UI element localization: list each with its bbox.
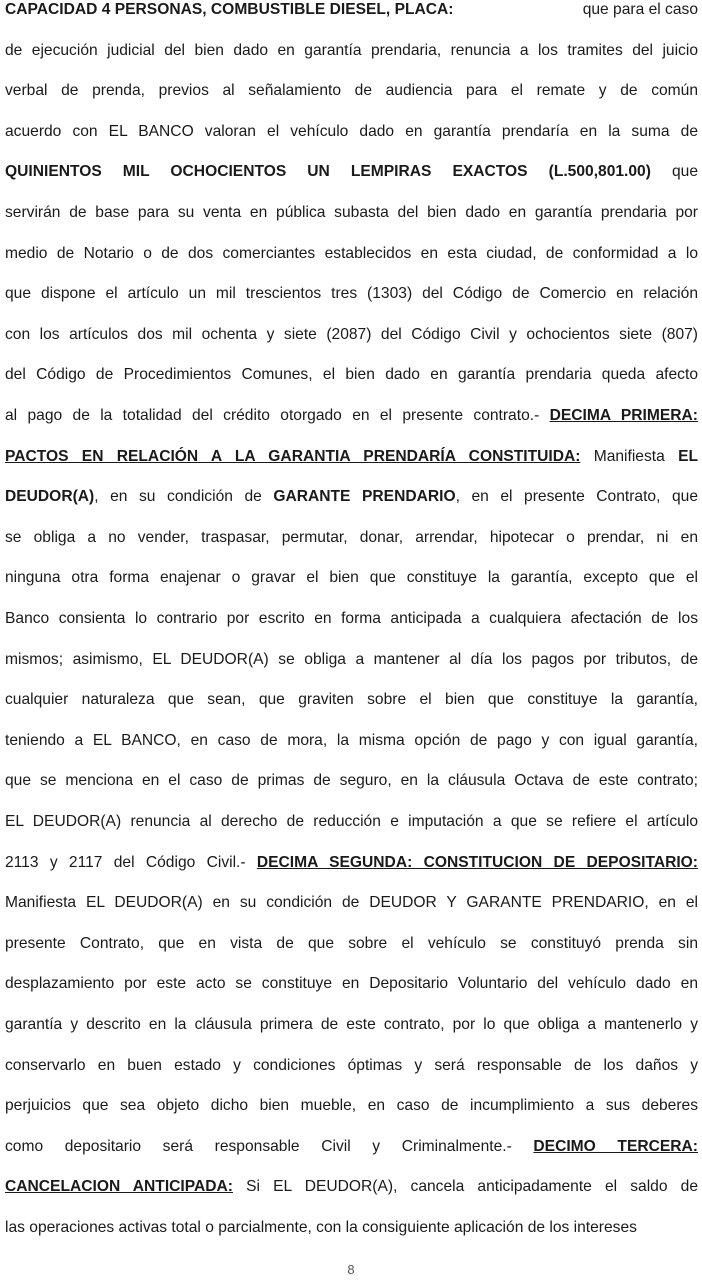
text-run: conservarlo en buen estado y condiciones óptimas y será responsable de los daños y <box>5 1056 698 1074</box>
text-run: garantía y descrito en la cláusula primera de este contrato, por lo que obliga a mantenerlo y <box>5 1016 698 1033</box>
text-run: del Código de Procedimientos Comunes, el bien dado en garantía prendaria queda afecto <box>5 366 698 384</box>
text-run: con los artículos dos mil ochenta y siete (2087) del Código Civil y ochocientos siete (807) <box>5 325 698 343</box>
emphasized-text: QUINIENTOS MIL OCHOCIENTOS UN LEMPIRAS EXACTOS (L.500,801.00) <box>5 163 651 181</box>
text-run: presente Contrato, que en vista de que sobre el vehículo se constituyó prenda sin <box>5 934 698 952</box>
text-run: Si EL DEUDOR(A), cancela anticipadamente el saldo de <box>232 1178 698 1196</box>
text-run: ninguna otra forma enajenar o gravar el bien que constituye la garantía, excepto que el <box>5 569 698 587</box>
text-line <box>5 244 698 266</box>
emphasized-text: CANCELACION ANTICIPADA: <box>5 1178 233 1196</box>
text-line <box>5 325 698 347</box>
text-line <box>5 934 698 956</box>
text-line <box>5 487 698 509</box>
text-run: cualquier naturaleza que sean, que graviten sobre el bien que constituye la garantía, <box>5 691 698 709</box>
text-line <box>5 1137 698 1159</box>
text-run: se obliga a no vender, traspasar, permutar, donar, arrendar, hipotecar o prendar, ni en <box>5 528 698 546</box>
emphasized-text: DECIMO TERCERA: <box>533 1137 698 1155</box>
text-line <box>5 1056 698 1078</box>
text-run: de ejecución judicial del bien dado en garantía prendaria, renuncia a los tramites del juicio <box>5 41 698 59</box>
text-run: , en el presente Contrato, que <box>455 488 698 506</box>
text-run: verbal de prenda, previos al señalamiento de audiencia para el remate y de común <box>5 82 698 100</box>
first-line-continuation: que para el caso <box>582 1 698 18</box>
text-line <box>5 853 698 875</box>
text-line <box>5 528 698 550</box>
emphasized-text: DEUDOR(A) <box>5 488 95 506</box>
text-line <box>5 609 698 631</box>
text-line <box>5 1015 698 1037</box>
text-run: que dispone el artículo un mil trescientos tres (1303) del Código de Comercio en relación <box>5 285 698 303</box>
text-line <box>5 162 698 184</box>
text-run: Manifiesta <box>580 447 679 465</box>
text-line <box>5 203 698 225</box>
text-line <box>5 365 698 387</box>
text-run: al pago de la totalidad del crédito otorgado en el presente contrato.- <box>5 407 550 424</box>
text-run: Manifiesta EL DEUDOR(A) en su condición de DEUDOR Y GARANTE PRENDARIO, en el <box>5 894 698 912</box>
text-line <box>5 41 698 63</box>
text-line <box>5 812 698 834</box>
text-run: EL DEUDOR(A) renuncia al derecho de reducción e imputación a que se refiere el artículo <box>5 813 698 830</box>
text-line <box>5 284 698 306</box>
text-run: servirán de base para su venta en pública subasta del bien dado en garantía prendaria por <box>5 204 698 221</box>
emphasized-text: CAPACIDAD 4 PERSONAS, COMBUSTIBLE DIESEL, PLACA: <box>5 1 454 18</box>
emphasized-text: DECIMA PRIMERA: <box>549 407 698 424</box>
text-line <box>5 771 698 793</box>
text-line <box>5 690 698 712</box>
emphasized-text: EL <box>678 447 698 465</box>
text-line <box>5 1096 698 1118</box>
text-run: medio de Notario o de dos comerciantes establecidos en esta ciudad, de conformidad a lo <box>5 244 698 262</box>
text-line <box>5 447 698 469</box>
text-line <box>5 406 698 428</box>
text-run: Banco consienta lo contrario por escrito en forma anticipada a cualquiera afectación de los <box>5 610 698 627</box>
text-line <box>5 122 698 144</box>
text-line <box>5 650 698 672</box>
text-line <box>5 1177 698 1199</box>
text-run: las operaciones activas total o parcialmente, con la consiguiente aplicación de los intereses <box>5 1219 637 1236</box>
text-line <box>5 568 698 590</box>
text-line <box>5 893 698 915</box>
text-line <box>5 81 698 103</box>
text-line <box>5 731 698 753</box>
text-run: , en su condición de <box>94 488 274 506</box>
text-line <box>5 1218 698 1240</box>
text-line <box>5 974 698 996</box>
text-run: mismos; asimismo, EL DEUDOR(A) se obliga a mantener al día los pagos por tributos, de <box>5 650 698 668</box>
text-run: 2113 y 2117 del Código Civil.- <box>5 853 257 871</box>
text-run: perjuicios que sea objeto dicho bien mueble, en caso de incumplimiento a sus deberes <box>5 1097 698 1115</box>
text-line <box>5 0 698 22</box>
text-run: que se menciona en el caso de primas de seguro, en la cláusula Octava de este contrato; <box>5 772 698 790</box>
emphasized-text: PACTOS EN RELACIÓN A LA GARANTIA PRENDARÍA CONSTITUIDA: <box>5 447 581 465</box>
text-run: que <box>650 163 698 181</box>
emphasized-text: GARANTE PRENDARIO <box>273 488 456 506</box>
text-run: como depositario será responsable Civil y Criminalmente.- <box>5 1137 534 1155</box>
page-number: 8 <box>347 1262 355 1277</box>
emphasized-text: DECIMA SEGUNDA: CONSTITUCION DE DEPOSITARIO: <box>256 853 698 871</box>
text-run: desplazamiento por este acto se constituye en Depositario Voluntario del vehículo dado en <box>5 975 698 993</box>
text-run: acuerdo con EL BANCO valoran el vehículo dado en garantía prendaría en la suma de <box>5 122 698 140</box>
text-run: teniendo a EL BANCO, en caso de mora, la misma opción de pago y con igual garantía, <box>5 731 698 749</box>
